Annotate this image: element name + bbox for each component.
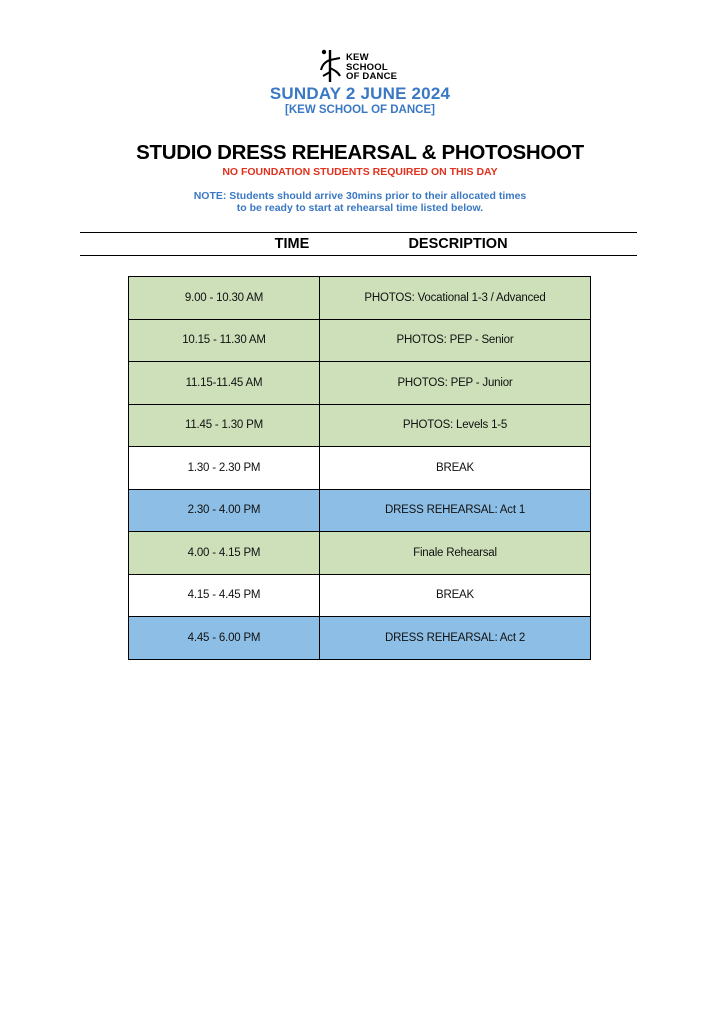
time-cell: 4.00 - 4.15 PM xyxy=(129,532,320,575)
event-venue: [KEW SCHOOL OF DANCE] xyxy=(285,104,435,116)
description-cell: PHOTOS: PEP - Senior xyxy=(320,319,591,362)
column-header-bar xyxy=(80,232,637,256)
note-line-2: to be ready to start at rehearsal time listed below. xyxy=(236,202,484,214)
table-row xyxy=(129,404,591,447)
dancer-icon xyxy=(318,48,344,84)
note-line-1: NOTE: Students should arrive 30mins prior to their allocated times xyxy=(193,190,527,202)
description-cell: BREAK xyxy=(320,574,591,617)
column-header-description: DESCRIPTION xyxy=(408,236,508,252)
description-cell: BREAK xyxy=(320,447,591,490)
event-date: SUNDAY 2 JUNE 2024 xyxy=(269,84,451,103)
table-row xyxy=(129,574,591,617)
time-cell: 2.30 - 4.00 PM xyxy=(129,489,320,532)
arrival-note xyxy=(0,190,720,214)
time-cell: 4.15 - 4.45 PM xyxy=(129,574,320,617)
description-cell: Finale Rehearsal xyxy=(320,532,591,575)
table-row xyxy=(129,532,591,575)
logo-text xyxy=(346,53,397,82)
school-logo xyxy=(318,48,408,84)
description-cell: PHOTOS: Levels 1-5 xyxy=(320,404,591,447)
table-row xyxy=(129,447,591,490)
time-cell: 11.45 - 1.30 PM xyxy=(129,404,320,447)
table-row xyxy=(129,489,591,532)
time-cell: 11.15-11.45 AM xyxy=(129,362,320,405)
description-cell: PHOTOS: Vocational 1-3 / Advanced xyxy=(320,277,591,320)
table-row xyxy=(129,277,591,320)
table-row xyxy=(129,319,591,362)
time-cell: 4.45 - 6.00 PM xyxy=(129,617,320,660)
description-cell: PHOTOS: PEP - Junior xyxy=(320,362,591,405)
time-cell: 9.00 - 10.30 AM xyxy=(129,277,320,320)
time-cell: 10.15 - 11.30 AM xyxy=(129,319,320,362)
description-cell: DRESS REHEARSAL: Act 2 xyxy=(320,617,591,660)
logo-line: SCHOOL xyxy=(346,61,388,73)
column-header-time: TIME xyxy=(274,236,310,252)
time-cell: 1.30 - 2.30 PM xyxy=(129,447,320,490)
logo-line: KEW xyxy=(346,52,369,63)
schedule-table xyxy=(128,276,591,660)
page-title: STUDIO DRESS REHEARSAL & PHOTOSHOOT xyxy=(136,141,584,164)
description-cell: DRESS REHEARSAL: Act 1 xyxy=(320,489,591,532)
table-row xyxy=(129,362,591,405)
logo-line: OF DANCE xyxy=(346,71,398,82)
warning-text: NO FOUNDATION STUDENTS REQUIRED ON THIS DAY xyxy=(222,166,498,178)
table-row xyxy=(129,617,591,660)
